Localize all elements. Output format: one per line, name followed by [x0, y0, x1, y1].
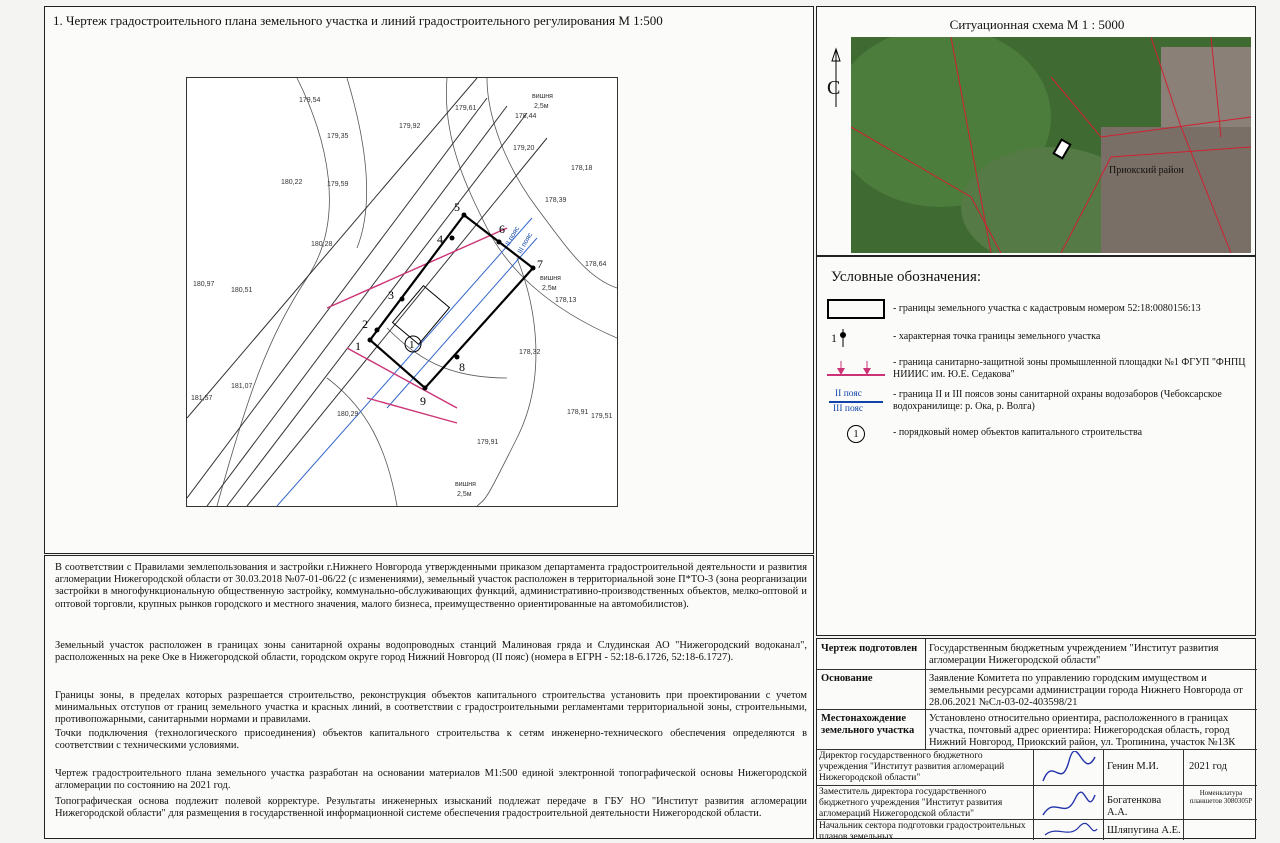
elevation-label: 180,29	[337, 411, 359, 418]
signer-name: Шляпугина А.Е.	[1107, 825, 1181, 836]
site-plan-svg	[187, 78, 617, 506]
boundary-point-label: 8	[459, 360, 465, 374]
elevation-label: 178,39	[545, 197, 567, 204]
boundary-point-label: 3	[388, 288, 394, 302]
boundary-point-label: 2	[362, 317, 368, 331]
elevation-label: 180,28	[311, 241, 333, 248]
point-marker-number: 1	[831, 331, 837, 345]
tree-label: вишня	[532, 93, 553, 100]
elevation-label: 178,44	[515, 113, 537, 120]
tree-label: 2,5м	[457, 491, 472, 498]
note-paragraph: Чертеж градостроительного плана земельного участка разработан на основании материалов М1:500 единой электронной топографической основы Нижегородской агломерации по состоянию на 2021 год.	[55, 768, 807, 792]
sheet-nomenclature: Номенклатура планшетов 3080305Р	[1189, 789, 1253, 805]
zone-label: III пояс	[516, 231, 535, 255]
boundary-point-label: 7	[537, 257, 543, 271]
legend-item-water-zone	[825, 389, 1255, 417]
legend-text: - порядковый номер объектов капитального строительства	[893, 427, 1143, 438]
elevation-label: 179,20	[513, 145, 535, 152]
site-plan-drawing	[186, 77, 618, 507]
elevation-label: 178,64	[585, 261, 607, 268]
drawing-title: 1. Чертеж градостроительного плана земельного участка и линий градостроительного регулирования М 1:500	[53, 13, 663, 28]
zone-bottom-label: III пояс	[833, 404, 864, 414]
zone-label: II пояс	[504, 225, 522, 247]
stamp-label: Местонахождение земельного участка	[821, 713, 915, 736]
object-number: 1	[409, 339, 415, 351]
notes-panel	[44, 555, 814, 839]
tree-label: вишня	[455, 481, 476, 488]
elevation-label: 179,91	[477, 439, 499, 446]
title-block	[816, 638, 1256, 842]
stamp-value: Установлено относительно ориентира, расположенного в границах участка, почтовый адрес ориентира: Нижегородская область, город Нижний Новгород, Приокский район, ул. Тропинина, участок №13К	[929, 713, 1236, 748]
object-number-marker: 1	[847, 425, 865, 443]
signature-image	[1039, 751, 1099, 839]
elevation-label: 180,51	[231, 287, 253, 294]
boundary-point-label: 5	[454, 200, 460, 214]
elevation-label: 178,91	[567, 409, 589, 416]
legend-title: Условные обозначения:	[831, 269, 982, 285]
elevation-label: 179,92	[399, 123, 421, 130]
legend-panel	[816, 256, 1256, 636]
north-arrow-icon	[825, 47, 847, 117]
elevation-label: 178,32	[519, 349, 541, 356]
satellite-map	[851, 37, 1251, 253]
legend-text: - характерная точка границы земельного участка	[893, 331, 1101, 342]
elevation-label: 179,54	[299, 97, 321, 104]
signer-name: Богатенкова А.А.	[1107, 795, 1162, 818]
boundary-point-label: 4	[437, 232, 443, 246]
signer-role: Начальник сектора подготовки градостроительных планов земельных	[819, 821, 1026, 842]
tree-label: 2,5м	[534, 103, 549, 110]
elevation-label: 179,59	[327, 181, 349, 188]
elevation-label: 179,35	[327, 133, 349, 140]
boundary-point-label: 1	[355, 339, 361, 353]
legend-text: - границы земельного участка с кадастровым номером 52:18:0080156:13	[893, 303, 1201, 314]
signer-role: Директор государственного бюджетного учреждения "Институт развития агломераций Нижегородской области"	[819, 751, 1005, 783]
elevation-label: 179,51	[591, 413, 613, 420]
situation-title: Ситуационная схема М 1 : 5000	[949, 17, 1125, 32]
stamp-label: Основание	[821, 673, 873, 684]
tree-label: 2,5м	[542, 285, 557, 292]
note-paragraph: Границы зоны, в пределах которых разрешается строительство, реконструкция объектов капитального строительства установить при проектировании с учетом минимальных отступов от границ земельного участка и красных линий, в соответствии с градостроительными регламентами территориальной зоны, строительными, противопожарными, санитарными нормами и правилами.	[55, 690, 807, 726]
legend-item-point	[825, 329, 1255, 347]
zone-top-label: II пояс	[835, 389, 862, 399]
legend-item-boundary	[825, 299, 1255, 321]
signer-name: Генин М.И.	[1107, 761, 1159, 772]
boundary-point-label: 9	[420, 394, 426, 408]
legend-text: - граница II и III поясов зоны санитарной охраны водозаборов (Чебоксарское водохранилище: р. Ока, р. Волга)	[893, 389, 1222, 412]
legend-item-object-number	[825, 425, 1255, 445]
sanitary-zone-icon	[825, 357, 887, 386]
elevation-label: 178,13	[555, 297, 577, 304]
note-paragraph: Земельный участок расположен в границах зоны санитарной охраны водопроводных станций Малиновая гряда и Слудинская АО "Нижегородский водоканал", расположенных на реке Оке в Нижегородской области, городском округе город Нижний Новгород (II пояс) (номера в ЕГРН - 52:18-6.1726, 52:18-6.1727).	[55, 640, 807, 664]
boundary-rect-icon	[827, 299, 885, 319]
elevation-label: 181,07	[231, 383, 253, 390]
signer-role: Заместитель директора государственного бюджетного учреждения "Институт развития агломераций Нижегородской области"	[819, 787, 1003, 819]
drawing-panel	[44, 6, 814, 554]
elevation-label: 180,97	[193, 281, 215, 288]
note-paragraph: Точки подключения (технологического присоединения) объектов капитального строительства к сетям инженерно-технического обеспечения определяются в соответствии с техническими условиями.	[55, 728, 807, 752]
elevation-label: 179,61	[455, 105, 477, 112]
note-paragraph: Топографическая основа подлежит полевой корректуре. Результаты инженерных изысканий подлежат передаче в ГБУ НО "Институт развития агломерации Нижегородской области" для размещения в государственной информационной системе обеспечения градостроительной деятельности Нижегородской области.	[55, 796, 807, 820]
boundary-point-label: 6	[499, 222, 505, 236]
district-label: Приокский район	[1109, 165, 1184, 176]
stamp-value: Заявление Комитета по управлению городским имуществом и земельными ресурсами администрации города Нижнего Новгорода от 28.06.2021 №Сл-03-02-403598/21	[929, 673, 1243, 708]
elevation-label: 178,18	[571, 165, 593, 172]
stamp-value: Государственным бюджетным учреждением "Институт развития агломерации Нижегородской области"	[929, 643, 1219, 666]
north-label: С	[827, 77, 841, 99]
elevation-label: 180,22	[281, 179, 303, 186]
elevation-label: 181,57	[191, 395, 213, 402]
legend-item-sanitary-zone	[825, 357, 1255, 383]
situation-panel	[816, 6, 1256, 256]
note-paragraph: В соответствии с Правилами землепользования и застройки г.Нижнего Новгорода утвержденными приказом департамента градостроительной деятельности и развития агломерации Нижегородской области от 30.03.2018 №07-01-06/22 (с изменениями), земельный участок расположен в территориальной зоне П*ТО-3 (зона реорганизации застройки в многофункциональную общественную застройку, коммунально-обслуживающих функций, административно-производственных объектов, мелко-оптовой и оптовой торговли, крупных рынков городского и местного значения, малого бизнеса, преимущественно ориентированные на автомобилистов).	[55, 562, 807, 610]
legend-text: - граница санитарно-защитной зоны промышленной площадки №1 ФГУП "ФНПЦ НИИИС им. Ю.Е. Седакова"	[893, 357, 1246, 380]
tree-label: вишня	[540, 275, 561, 282]
signer-date: 2021 год	[1189, 761, 1227, 772]
stamp-label: Чертеж подготовлен	[821, 643, 918, 654]
